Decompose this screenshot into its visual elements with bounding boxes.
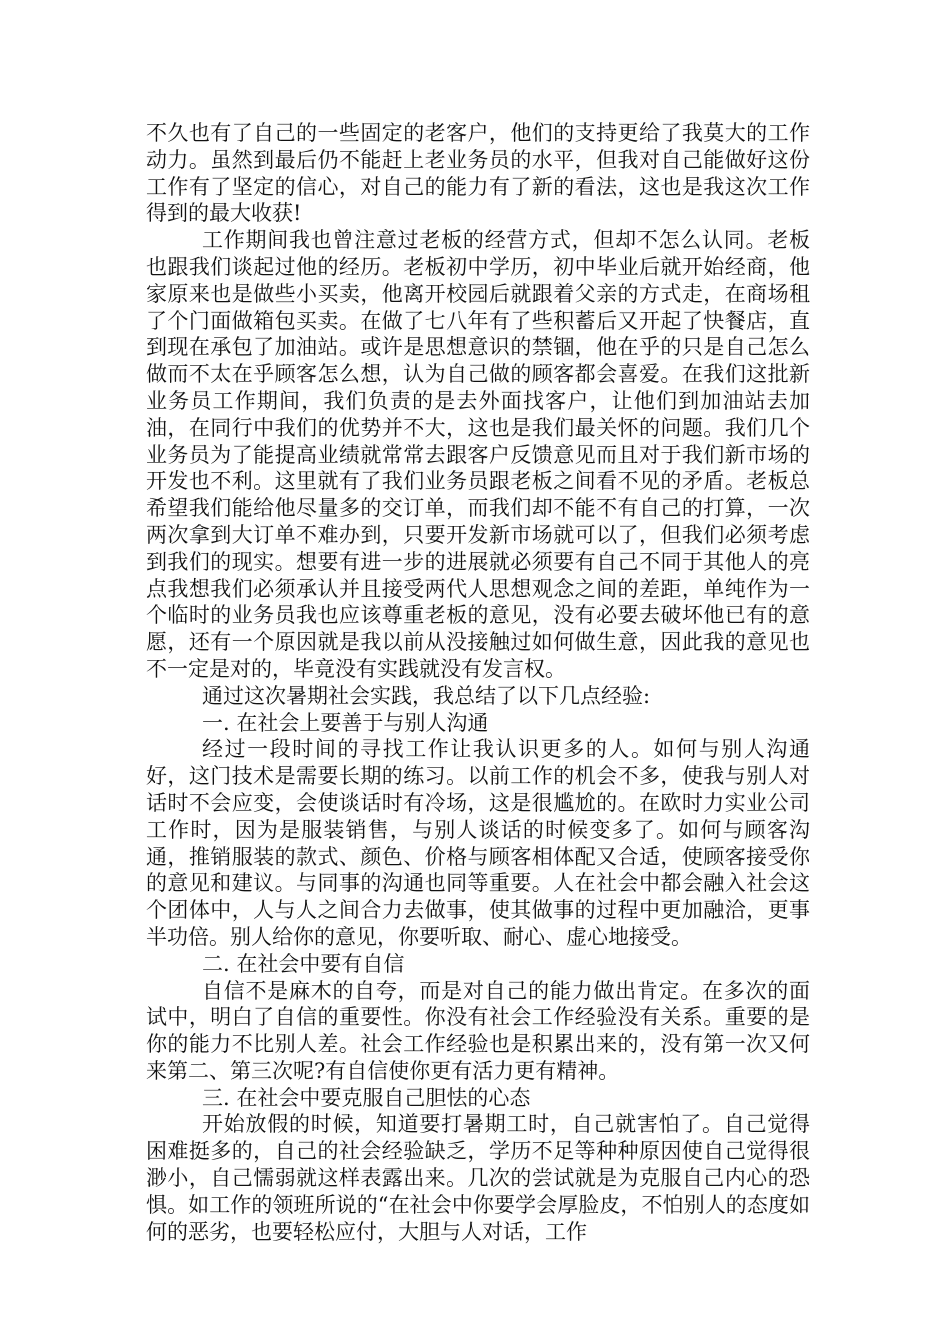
body-paragraph: 自信不是麻木的自夸，而是对自己的能力做出肯定。在多次的面试中，明白了自信的重要性。你没有社会工作经验没有关系。重要的是你的能力不比别人差。社会工作经验也是积累出来的，没有第一次又何来第二、第三次呢?有自信使你更有活力更有精神。 — [146, 978, 810, 1083]
document-page — [146, 120, 810, 1245]
section-heading: 一. 在社会上要善于与别人沟通 — [202, 710, 489, 735]
section-heading: 三. 在社会中要克服自己胆怯的心态 — [202, 1085, 531, 1110]
body-paragraph: 经过一段时间的寻找工作让我认识更多的人。如何与别人沟通好，这门技术是需要长期的练习。以前工作的机会不多，使我与别人对话时不会应变，会使谈话时有冷场，这是很尴尬的。在欧时力实业公司工作时，因为是服装销售，与别人谈话的时候变多了。如何与顾客沟通，推销服装的款式、颜色、价格与顾客相体配又合适，使顾客接受你的意见和建议。与同事的沟通也同等重要。人在社会中都会融入社会这个团体中，人与人之间合力去做事，使其做事的过程中更加融洽，更事半功倍。别人给你的意见，你要听取、耐心、虚心地接受。 — [146, 737, 810, 949]
section-heading: 二. 在社会中要有自信 — [202, 951, 405, 976]
body-paragraph: 通过这次暑期社会实践，我总结了以下几点经验: — [202, 683, 651, 708]
body-paragraph: 工作期间我也曾注意过老板的经营方式，但却不怎么认同。老板也跟我们谈起过他的经历。老板初中学历，初中毕业后就开始经商，他家原来也是做些小买卖，他离开校园后就跟着父亲的方式走，在商场租了个门面做箱包买卖。在做了七八年有了些积蓄后又开起了快餐店，直到现在承包了加油站。或许是思想意识的禁锢，他在乎的只是自己怎么做而不太在乎顾客怎么想，认为自己做的顾客都会喜爱。在我们这批新业务员工作期间，我们负责的是去外面找客户，让他们到加油站去加油，在同行中我们的优势并不大，这也是我们最关怀的问题。我们几个业务员为了能提高业绩就常常去跟客户反馈意见而且对于我们新市场的开发也不利。这里就有了我们业务员跟老板之间看不见的矛盾。老板总希望我们能给他尽量多的交订单，而我们却不能不有自己的打算，一次两次拿到大订单不难办到，只要开发新市场就可以了，但我们必须考虑到我们的现实。想要有进一步的进展就必须要有自己不同于其他人的亮点我想我们必须承认并且接受两代人思想观念之间的差距，单纯作为一个临时的业务员我也应该尊重老板的意见，没有必要去破坏他已有的意愿，还有一个原因就是我以前从没接触过如何做生意，因此我的意见也不一定是对的，毕竟没有实践就没有发言权。 — [146, 228, 810, 681]
body-paragraph: 开始放假的时候，知道要打暑期工时，自己就害怕了。自己觉得困难挺多的，自己的社会经验缺乏，学历不足等种种原因使自己觉得很渺小，自己懦弱就这样表露出来。几次的尝试就是为克服自己内心的恐惧。如工作的领班所说的“在社会中你要学会厚脸皮，不怕别人的态度如何的恶劣，也要轻松应付，大胆与人对话，工作 — [146, 1112, 810, 1244]
body-paragraph: 不久也有了自己的一些固定的老客户，他们的支持更给了我莫大的工作动力。虽然到最后仍不能赶上老业务员的水平，但我对自己能做好这份工作有了坚定的信心，对自己的能力有了新的看法，这也是我这次工作得到的最大收获! — [146, 121, 810, 226]
